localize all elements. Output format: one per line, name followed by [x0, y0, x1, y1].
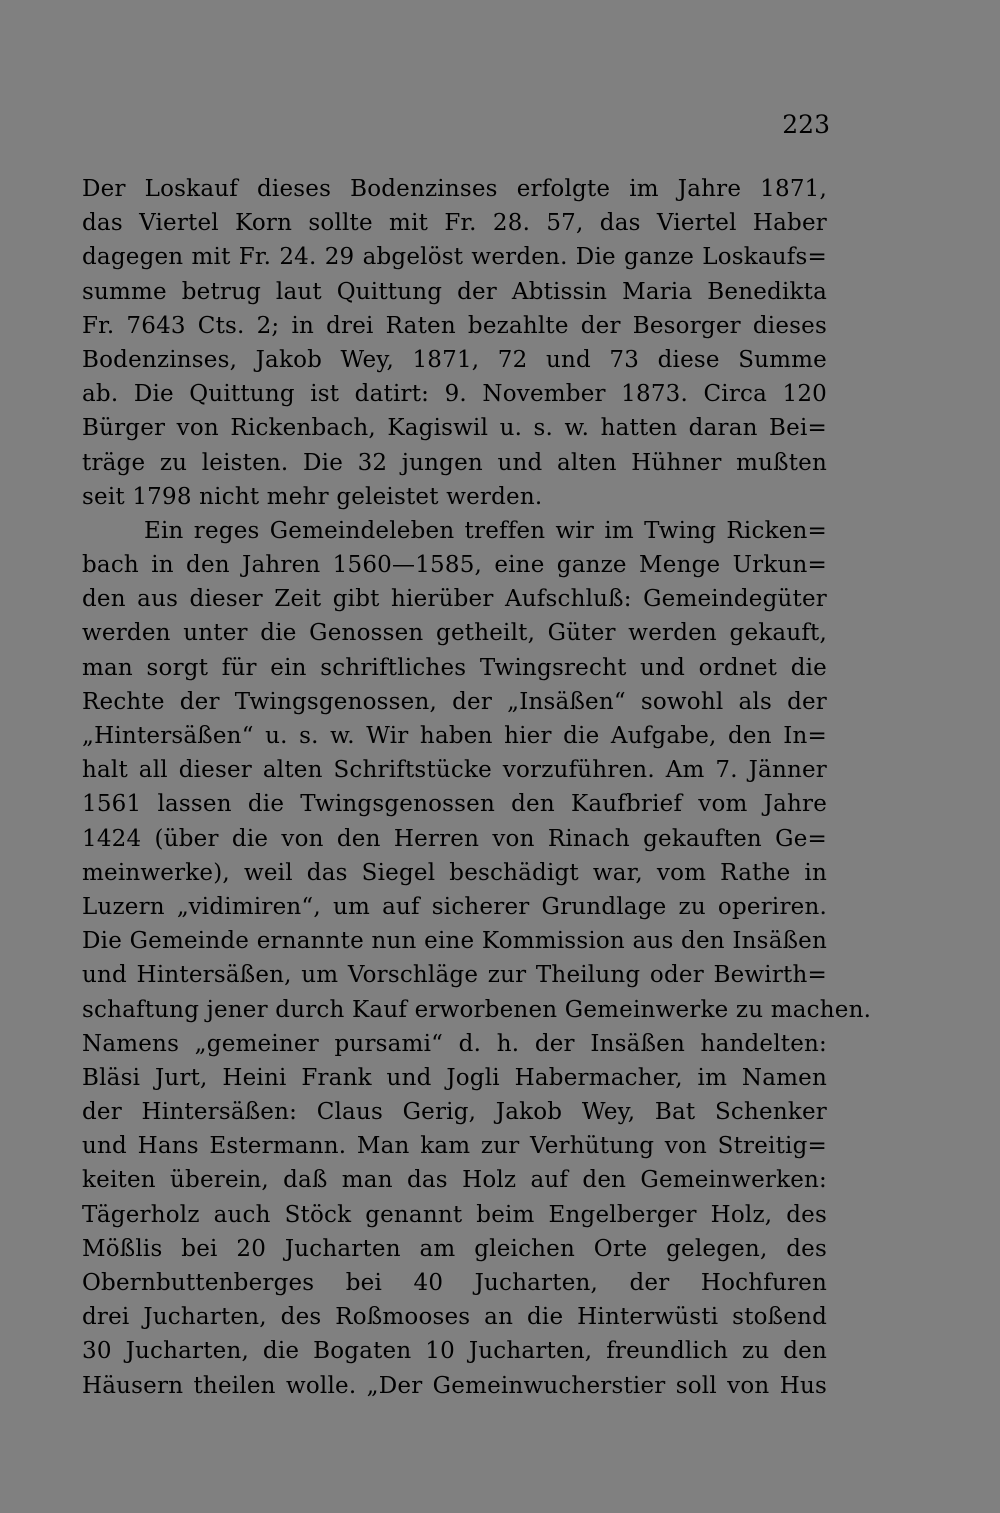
paragraph-start-line: Ein reges Gemeindeleben treffen wir im Twing Ricken=: [144, 517, 827, 544]
text-line: bach in den Jahren 1560—1585, eine ganze Menge Urkun=: [82, 552, 827, 579]
text-line: Tägerholz auch Stöck genannt beim Engelberger Holz, des: [82, 1201, 827, 1228]
text-line: Bläsi Jurt, Heini Frank und Jogli Habermacher, im Namen: [82, 1064, 827, 1091]
page-number: 223: [782, 110, 830, 139]
text-line: den aus dieser Zeit gibt hierüber Aufschluß: Gemeindegüter: [82, 586, 827, 613]
text-line: meinwerke), weil das Siegel beschädigt war, vom Rathe in: [82, 859, 827, 886]
text-line: Fr. 7643 Cts. 2; in drei Raten bezahlte der Besorger dieses: [82, 312, 827, 339]
text-line: schaftung jener durch Kauf erworbenen Gemeinwerke zu machen.: [82, 996, 872, 1023]
text-line: dagegen mit Fr. 24. 29 abgelöst werden. Die ganze Loskaufs=: [82, 244, 827, 271]
text-line: Die Gemeinde ernannte nun eine Kommission aus den Insäßen: [82, 928, 827, 955]
text-line: Bürger von Rickenbach, Kagiswil u. s. w. hatten daran Bei=: [82, 415, 827, 442]
text-line: Häusern theilen wolle. „Der Gemeinwucherstier soll von Hus: [82, 1372, 827, 1399]
text-line: 30 Jucharten, die Bogaten 10 Jucharten, freundlich zu den: [82, 1338, 827, 1365]
text-line: Namens „gemeiner pursami“ d. h. der Insäßen handelten:: [82, 1030, 827, 1057]
text-line: ab. Die Quittung ist datirt: 9. November 1873. Circa 120: [82, 381, 827, 408]
text-line: man sorgt für ein schriftliches Twingsrecht und ordnet die: [82, 654, 827, 681]
text-line: träge zu leisten. Die 32 jungen und alten Hühner mußten: [82, 449, 827, 476]
text-line: halt all dieser alten Schriftstücke vorzuführen. Am 7. Jänner: [82, 757, 827, 784]
text-line: Luzern „vidimiren“, um auf sicherer Grundlage zu operiren.: [82, 893, 827, 920]
text-line: das Viertel Korn sollte mit Fr. 28. 57, das Viertel Haber: [82, 210, 827, 237]
text-line: und Hintersäßen, um Vorschläge zur Theilung oder Bewirth=: [82, 962, 827, 989]
text-line: der Hintersäßen: Claus Gerig, Jakob Wey, Bat Schenker: [82, 1099, 827, 1126]
body-text: [82, 172, 872, 1403]
text-line: keiten überein, daß man das Holz auf den Gemeinwerken:: [82, 1167, 827, 1194]
text-line: Obernbuttenberges bei 40 Jucharten, der Hochfuren: [82, 1270, 827, 1296]
text-line: „Hintersäßen“ u. s. w. Wir haben hier die Aufgabe, den In=: [82, 723, 827, 749]
text-line: Bodenzinses, Jakob Wey, 1871, 72 und 73 diese Summe: [82, 346, 827, 373]
text-line: und Hans Estermann. Man kam zur Verhütung von Streitig=: [82, 1133, 827, 1160]
text-line: Mößlis bei 20 Jucharten am gleichen Orte gelegen, des: [82, 1235, 827, 1262]
text-line: 1561 lassen die Twingsgenossen den Kaufbrief vom Jahre: [82, 791, 827, 818]
text-line: Der Loskauf dieses Bodenzinses erfolgte im Jahre 1871,: [82, 176, 827, 202]
text-line: drei Jucharten, des Roßmooses an die Hinterwüsti stoßend: [82, 1304, 827, 1331]
text-line: 1424 (über die von den Herren von Rinach gekauften Ge=: [82, 825, 827, 852]
text-line: summe betrug laut Quittung der Abtissin Maria Benedikta: [82, 278, 827, 305]
text-line: seit 1798 nicht mehr geleistet werden.: [82, 483, 543, 510]
text-line: Rechte der Twingsgenossen, der „Insäßen“ sowohl als der: [82, 688, 827, 715]
text-line: werden unter die Genossen getheilt, Güter werden gekauft,: [82, 620, 827, 647]
